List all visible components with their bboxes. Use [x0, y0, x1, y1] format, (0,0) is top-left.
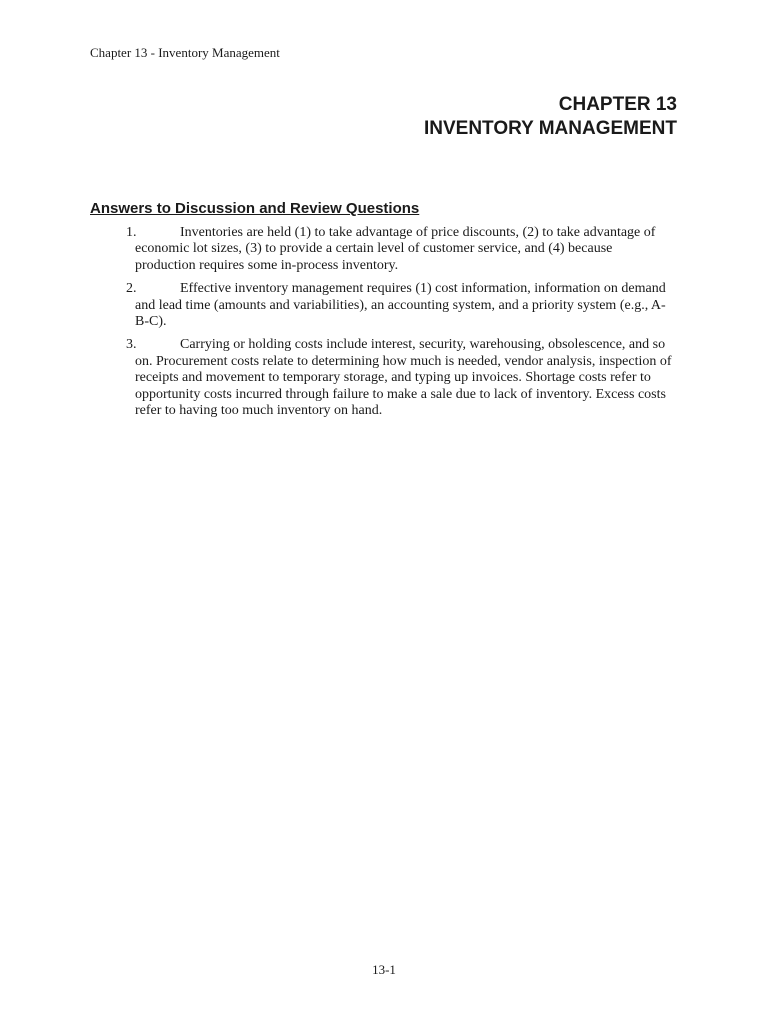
page-number: 13-1	[372, 962, 396, 977]
chapter-number: CHAPTER 13	[558, 94, 677, 115]
item-text: Effective inventory management requires (1) cost information, information on demand and lead time (amounts and variabilities), an accounting system, and a priority system (e.g., A-B-C).	[135, 281, 666, 330]
list-item	[90, 225, 674, 274]
running-header: Chapter 13 - Inventory Management	[90, 45, 280, 60]
list-item	[90, 337, 674, 419]
list-item	[90, 281, 674, 330]
chapter-name: INVENTORY MANAGEMENT	[423, 118, 677, 139]
item-text: Inventories are held (1) to take advantage of price discounts, (2) to take advantage of economic lot sizes, (3) to provide a certain level of customer service, and (4) because production requires some in-process inventory.	[135, 225, 656, 273]
item-number: 3.	[126, 337, 137, 353]
item-number: 1.	[126, 225, 137, 240]
item-number: 2.	[126, 281, 137, 297]
item-text: Carrying or holding costs include interest, security, warehousing, obsolescence, and so on. Procurement costs relate to determining how much is needed, vendor analysis, inspection of receipts and movement to temporary storage, and typing up invoices. Shortage costs refer to opportunity costs incurred through failure to make a sale due to lack of inventory. Excess costs refer to having too much inventory on hand.	[135, 337, 672, 419]
section-heading: Answers to Discussion and Review Questions	[90, 200, 420, 217]
chapter-title	[424, 93, 677, 141]
question-list	[90, 225, 674, 426]
